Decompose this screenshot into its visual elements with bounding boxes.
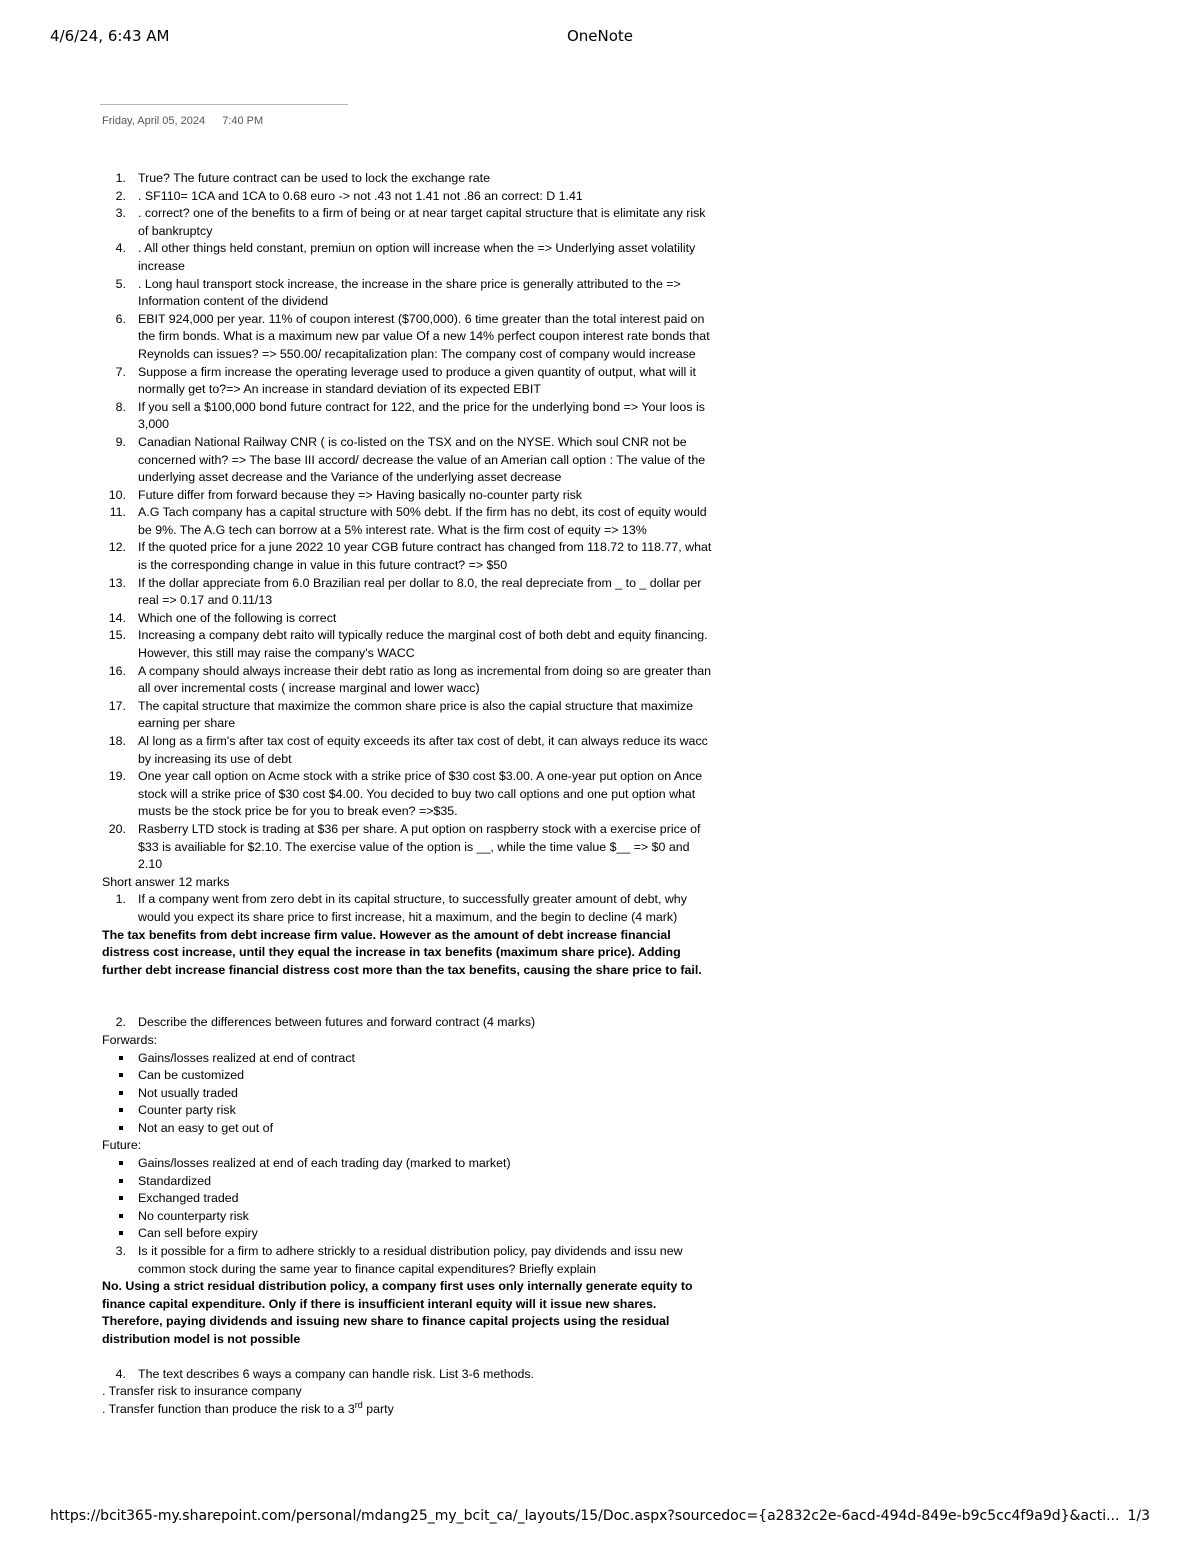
note-time: 7:40 PM: [222, 115, 264, 127]
question-number: 16.: [108, 663, 126, 678]
answer-1: [102, 927, 714, 980]
question-item: [102, 276, 714, 311]
question-text: One year call option on Acme stock with a strike price of $30 cost $3.00. A one-year put option on Ance stock will a strike price of $30 cost $4.00. You decided to buy two call options and one put option what musts be the stock price be for you to break even? =>$35.: [138, 769, 703, 819]
answer-4-line-1: . Transfer risk to insurance company: [102, 1384, 302, 1399]
forwards-list: [102, 1050, 714, 1138]
list-text: If a company went from zero debt in its capital structure, to successfully greater amount of debt, why would you expect its share price to first increase, hit a maximum, and the begin to decline (4 mark): [138, 892, 687, 924]
question-text: If the quoted price for a june 2022 10 year CGB future contract has changed from 118.72 to 118.77, what is the corresponding change in value in this future contract? => $50: [138, 540, 712, 573]
answer-3-text: No. Using a strict residual distribution policy, a company first uses only internally generate equity to finance capital expenditure. Only if there is insufficient interanl equity will it issue new shares. Therefore, paying dividends and issuing new share to finance capital projects using the residual distribution model is not possible: [102, 1279, 693, 1346]
question-text: Rasberry LTD stock is trading at $36 per share. A put option on raspberry stock with a exercise price of $33 is availiable for $2.10. The exercise value of the option is __, while the time value $__ => $0 and 2.10: [138, 821, 701, 872]
print-app-name: OneNote: [566, 27, 634, 45]
question-text: . SF110= 1CA and 1CA to 0.68 euro -> not .43 not 1.41 not .86 an correct: D 1.41: [138, 188, 583, 203]
list-item: [102, 1014, 714, 1032]
question-number: 2.: [115, 188, 126, 203]
question-item: [102, 434, 714, 487]
question-number: 9.: [115, 434, 126, 449]
question-item: [102, 610, 714, 628]
question-number: 15.: [108, 628, 126, 643]
list-number: 4.: [115, 1366, 126, 1381]
bullet-item: Standardized: [102, 1173, 714, 1191]
question-item: [102, 575, 714, 610]
question-item: [102, 504, 714, 539]
question-number: 5.: [115, 276, 126, 291]
short-answer-q4-list: [102, 1366, 714, 1384]
note-content: [102, 170, 714, 1418]
question-item: [102, 399, 714, 434]
question-text: EBIT 924,000 per year. 11% of coupon interest ($700,000). 6 time greater than the total interest paid on the firm bonds. What is a maximum new par value Of a new 14% perfect coupon interest rate bonds that Reynolds can issues? => 550.00/ recapitalization plan: The company cost of company would increase: [138, 311, 710, 361]
question-text: Which one of the following is correct: [138, 610, 337, 625]
question-number: 20.: [108, 821, 126, 836]
list-item: [102, 891, 714, 926]
question-text: . All other things held constant, premiun on option will increase when the => Underlying asset volatility increase: [138, 241, 696, 273]
question-text: Future differ from forward because they => Having basically no-counter party risk: [138, 487, 582, 502]
question-text: The capital structure that maximize the common share price is also the capial structure that maximize earning per share: [138, 698, 694, 731]
bullet-item: Can sell before expiry: [102, 1225, 714, 1243]
bullet-item: Not an easy to get out of: [102, 1120, 714, 1138]
question-text: A company should always increase their debt ratio as long as incremental from doing so are greater than all over incremental costs ( increase marginal and lower wacc): [138, 663, 712, 696]
question-number: 19.: [108, 769, 126, 784]
list-item: [102, 1366, 714, 1384]
question-item: [102, 768, 714, 821]
question-item: [102, 240, 714, 275]
answer-4-line-2-text: . Transfer function than produce the risk to a 3: [102, 1401, 355, 1416]
question-text: Al long as a firm's after tax cost of equity exceeds its after tax cost of debt, it can always reduce its wacc by increasing its use of debt: [138, 734, 708, 766]
question-number: 14.: [108, 610, 126, 625]
bullet-item: Can be customized: [102, 1067, 714, 1085]
question-text: If you sell a $100,000 bond future contract for 122, and the price for the underlying bond => Your loos is 3,000: [138, 399, 705, 432]
question-item: [102, 188, 714, 206]
question-text: . Long haul transport stock increase, the increase in the share price is generally attributed to the => Information content of the dividend: [138, 276, 681, 309]
print-footer: [50, 1508, 1150, 1530]
bullet-item: No counterparty risk: [102, 1208, 714, 1226]
question-item: [102, 170, 714, 188]
bullet-item: Gains/losses realized at end of contract: [102, 1050, 714, 1068]
question-text: Increasing a company debt raito will typically reduce the marginal cost of both debt and equity financing. However, this still may raise the company's WACC: [138, 628, 708, 661]
question-number: 18.: [108, 734, 126, 748]
answer-4-line-2-end: party: [362, 1401, 394, 1416]
print-header: [50, 27, 1150, 49]
question-item: [102, 663, 714, 698]
bullet-item: Not usually traded: [102, 1085, 714, 1103]
list-number: 3.: [115, 1244, 126, 1259]
bullet-item: Exchanged traded: [102, 1190, 714, 1208]
question-number: 6.: [115, 311, 126, 326]
question-item: [102, 364, 714, 399]
future-list: [102, 1155, 714, 1243]
note-datetime: [102, 115, 263, 127]
page-title-rule: [100, 104, 348, 105]
short-answer-q3-list: [102, 1243, 714, 1278]
forwards-label: Forwards:: [102, 1032, 158, 1047]
list-number: 1.: [115, 892, 126, 907]
bullet-item: Gains/losses realized at end of each trading day (marked to market): [102, 1155, 714, 1173]
question-number: 10.: [108, 487, 126, 502]
answer-1-text: The tax benefits from debt increase firm value. However as the amount of debt increase financial distress cost increase, until they equal the increase in tax benefits (maximum share price). Adding further debt increase financial distress cost more than the tax benefits, causing the share price to fail.: [102, 927, 702, 977]
question-item: [102, 205, 714, 240]
question-text: If the dollar appreciate from 6.0 Brazilian real per dollar to 8.0, the real depreciate from _ to _ dollar per real => 0.17 and 0.11/13: [138, 575, 702, 608]
short-answer-heading: Short answer 12 marks: [102, 874, 230, 889]
question-number: 11.: [109, 505, 126, 520]
print-datetime: 4/6/24, 6:43 AM: [50, 27, 170, 45]
question-text: True? The future contract can be used to lock the exchange rate: [138, 171, 490, 185]
note-date: Friday, April 05, 2024: [102, 115, 206, 127]
answer-3: [102, 1278, 714, 1348]
answer-4-line-2: [102, 1401, 714, 1419]
question-item: [102, 539, 714, 574]
question-text: Canadian National Railway CNR ( is co-listed on the TSX and on the NYSE. Which soul CNR not be concerned with? => The base III accord/ decrease the value of an Amerian call option : The value of the underlying asset decrease and the Variance of the underlying asset decrease: [138, 434, 706, 485]
question-number: 3.: [115, 206, 126, 221]
ordinal-suffix: rd: [354, 1399, 363, 1410]
print-url: https://bcit365-my.sharepoint.com/personal/mdang25_my_bcit_ca/_layouts/15/Doc.aspx?sourcedoc={a2832c2e-6acd-494d-849e-b9c5cc4f9a9d}&acti...: [50, 1508, 1120, 1524]
question-text: Suppose a firm increase the operating leverage used to produce a given quantity of output, what will it normally get to?=> An increase in standard deviation of its expected EBIT: [138, 364, 696, 397]
question-item: [102, 311, 714, 364]
question-number: 4.: [115, 241, 126, 256]
list-text: Is it possible for a firm to adhere strickly to a residual distribution policy, pay dividends and issu new common stock during the same year to finance capital expenditures? Briefly explain: [138, 1244, 683, 1276]
list-item: [102, 1243, 714, 1278]
list-text: The text describes 6 ways a company can handle risk. List 3-6 methods.: [138, 1366, 535, 1381]
short-answer-q1-list: [102, 891, 714, 926]
question-item: [102, 698, 714, 733]
question-number: 8.: [115, 399, 126, 414]
future-label: Future:: [102, 1138, 142, 1153]
list-number: 2.: [115, 1015, 126, 1030]
question-number: 7.: [115, 364, 126, 379]
question-number: 12.: [108, 540, 126, 555]
question-number: 17.: [108, 698, 126, 713]
question-text: . correct? one of the benefits to a firm of being or at near target capital structure that is elimitate any risk of bankruptcy: [138, 206, 706, 238]
question-text: A.G Tach company has a capital structure with 50% debt. If the firm has no debt, its cost of equity would be 9%. The A.G tech can borrow at a 5% interest rate. What is the firm cost of equity => 13%: [138, 505, 707, 537]
list-text: Describe the differences between futures and forward contract (4 marks): [138, 1015, 536, 1030]
question-item: [102, 821, 714, 874]
question-list: [102, 170, 714, 874]
question-number: 1.: [115, 171, 126, 185]
question-item: [102, 487, 714, 505]
print-page-number: 1/3: [1127, 1508, 1150, 1524]
question-number: 13.: [108, 575, 126, 590]
short-answer-q2-list: [102, 1014, 714, 1032]
question-item: [102, 733, 714, 768]
question-item: [102, 627, 714, 662]
bullet-item: Counter party risk: [102, 1102, 714, 1120]
